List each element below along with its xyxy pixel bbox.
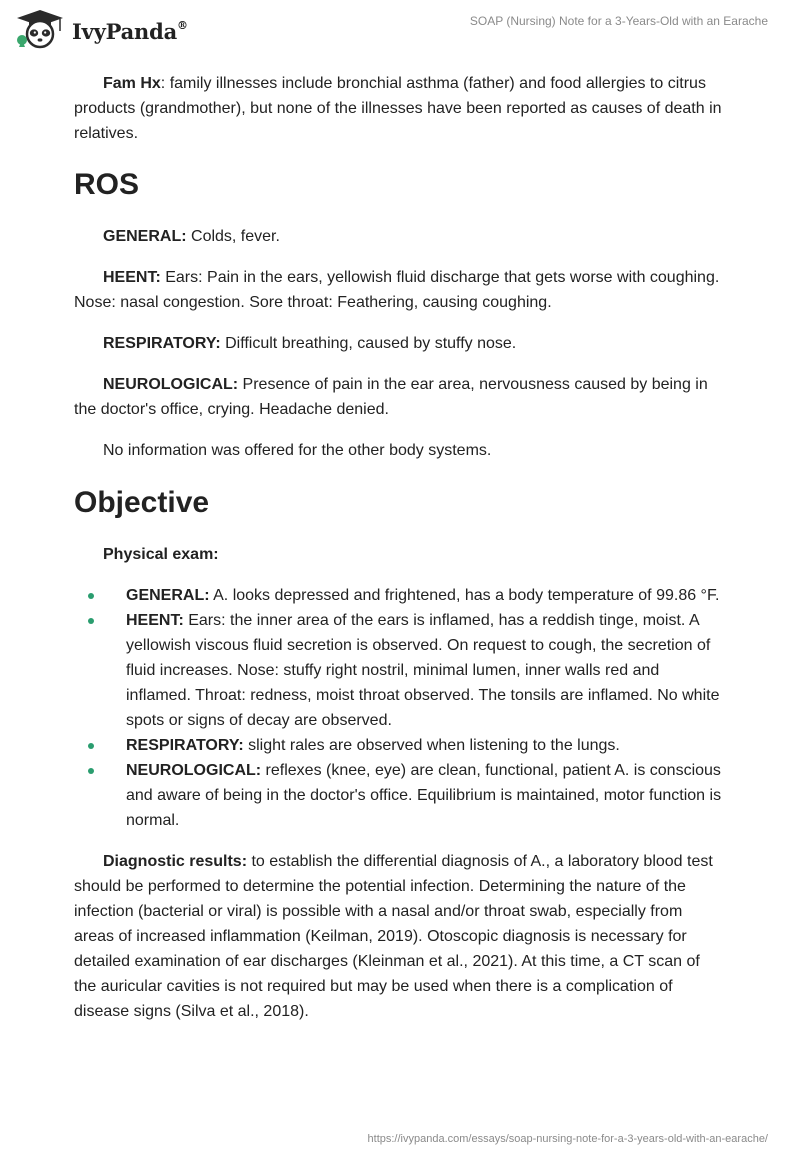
ros-heent-label: HEENT:: [103, 269, 161, 286]
document-title: SOAP (Nursing) Note for a 3-Years-Old with an Earache: [469, 14, 768, 28]
list-item-text: Ears: the inner area of the ears is inflamed, has a reddish tinge, moist. A yellowish viscous fluid secretion is observed. On request to cough, the secretion of fluid increases. Nose: stuffy right nostril, minimal lumen, inner walls red and inflamed. Throat: redness, moist throat observed. The tonsils are inflamed. No white spots or signs of decay are observed.: [126, 612, 720, 729]
diagnostic-results-paragraph: [74, 849, 724, 1024]
ros-neurological-label: NEUROLOGICAL:: [103, 376, 239, 393]
ros-general-label: GENERAL:: [103, 228, 187, 245]
list-item: [74, 583, 724, 608]
brand-name: IvyPanda®: [72, 18, 188, 44]
famhx-paragraph: [74, 71, 724, 146]
brand-logo[interactable]: [14, 9, 188, 49]
list-item-text: reflexes (knee, eye) are clean, functional, patient A. is conscious and aware of being in the doctor's office. Equilibrium is maintained, motor function is normal.: [126, 762, 722, 829]
bullet-icon: [88, 593, 94, 599]
source-url[interactable]: https://ivypanda.com/essays/soap-nursing-note-for-a-3-years-old-with-an-earache/: [367, 1133, 768, 1145]
ros-heent-text: Ears: Pain in the ears, yellowish fluid discharge that gets worse with coughing. Nose: nasal congestion. Sore throat: Feathering, causing coughing.: [74, 269, 720, 311]
ros-respiratory-label: RESPIRATORY:: [103, 335, 221, 352]
physical-exam-label: Physical exam:: [103, 546, 219, 563]
list-item-label: GENERAL:: [126, 587, 210, 604]
ros-neurological-text: Presence of pain in the ear area, nervousness caused by being in the doctor's office, crying. Headache denied.: [74, 376, 708, 418]
list-item: [74, 758, 724, 833]
list-item: [74, 733, 724, 758]
panda-graduate-icon: [14, 9, 66, 49]
list-item-label: NEUROLOGICAL:: [126, 762, 262, 779]
bullet-icon: [88, 743, 94, 749]
physical-exam-list: [74, 583, 724, 833]
list-item-label: RESPIRATORY:: [126, 737, 244, 754]
diagnostic-results-label: Diagnostic results:: [103, 853, 248, 870]
bullet-icon: [88, 768, 94, 774]
bullet-icon: [88, 618, 94, 624]
ros-heading: ROS: [74, 168, 140, 201]
ros-respiratory-paragraph: [74, 331, 724, 356]
registered-mark: ®: [177, 18, 188, 32]
ros-other-paragraph: No information was offered for the other body systems.: [103, 442, 492, 459]
famhx-label: Fam Hx: [103, 75, 161, 92]
ros-general-text: Colds, fever.: [186, 228, 280, 245]
ros-heent-paragraph: [74, 265, 724, 315]
objective-heading: Objective: [74, 486, 210, 519]
essay-content: [74, 71, 724, 1024]
ros-respiratory-text: Difficult breathing, caused by stuffy nose.: [220, 335, 517, 352]
diagnostic-results-text: to establish the differential diagnosis of A., a laboratory blood test should be performed to determine the potential infection. Determining the nature of the infection (bacterial or viral) is possible with a nasal and/or throat swab, especially from areas of increased inflammation (Keilman, 2019). Otoscopic diagnosis is necessary for detailed examination of ear discharges (Kleinman et al., 2021). At this time, a CT scan of the auricular cavities is not required but may be used when there is a complication of disease signs (Silva et al., 2018).: [74, 853, 713, 1020]
list-item-text: slight rales are observed when listening to the lungs.: [243, 737, 620, 754]
page-header: [0, 0, 800, 60]
famhx-text: : family illnesses include bronchial asthma (father) and food allergies to citrus products (grandmother), but none of the illnesses have been reported as causes of death in relatives.: [74, 75, 722, 142]
list-item: [74, 608, 724, 733]
ros-general-paragraph: [74, 224, 724, 249]
ros-neurological-paragraph: [74, 372, 724, 422]
list-item-label: HEENT:: [126, 612, 184, 629]
list-item-text: A. looks depressed and frightened, has a body temperature of 99.86 °F.: [209, 587, 720, 604]
